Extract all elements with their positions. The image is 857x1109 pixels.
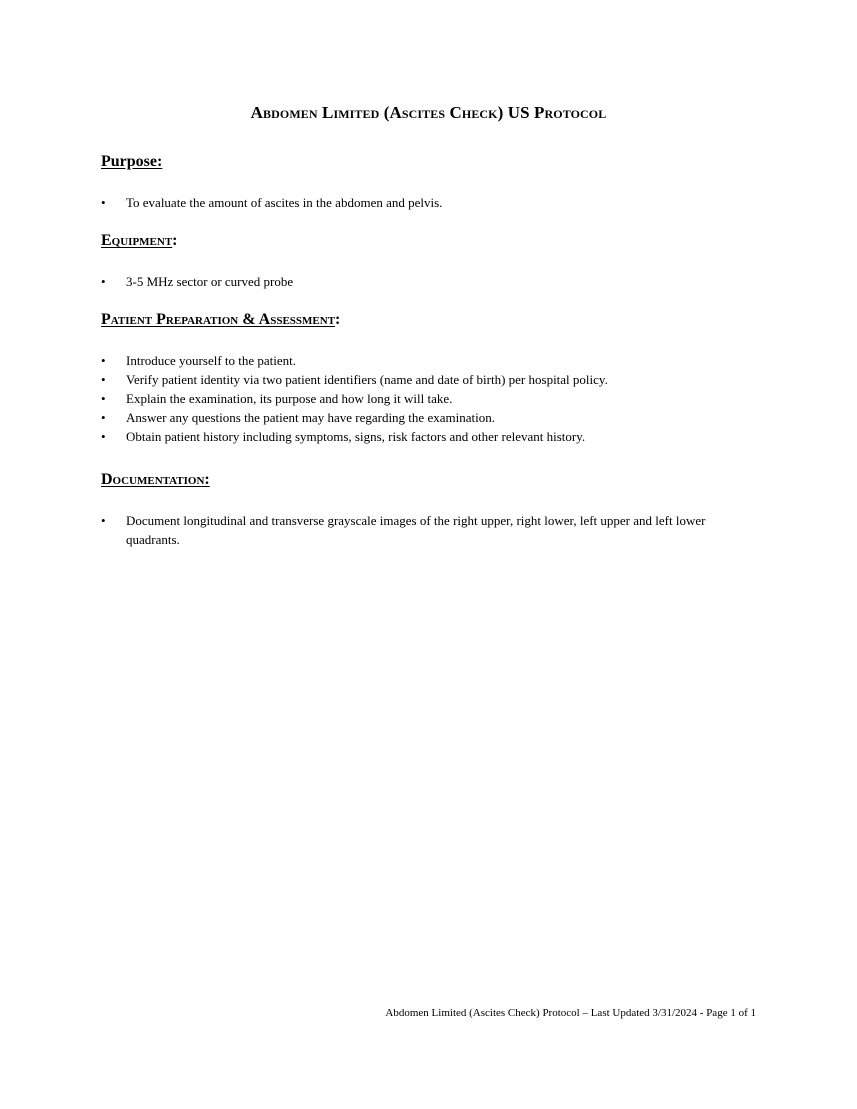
section-equipment	[101, 231, 781, 291]
list-item	[101, 193, 781, 212]
section-heading-documentation-text: Documentation:	[101, 471, 210, 488]
section-documentation	[101, 470, 781, 549]
bullet-icon: •	[101, 429, 106, 444]
documentation-list	[101, 511, 761, 549]
list-item	[101, 389, 781, 408]
bullet-icon: •	[101, 274, 106, 289]
bullet-icon: •	[101, 410, 106, 425]
section-patient-preparation	[101, 310, 781, 446]
list-item	[101, 427, 781, 446]
bullet-icon: •	[101, 391, 106, 406]
list-item	[101, 370, 781, 389]
list-item-text: To evaluate the amount of ascites in the abdomen and pelvis.	[126, 195, 443, 210]
equipment-list	[101, 272, 781, 291]
list-item-text: Verify patient identity via two patient identifiers (name and date of birth) per hospital policy.	[126, 372, 608, 387]
section-heading-patient-preparation	[101, 310, 781, 330]
section-heading-equipment-colon: :	[172, 232, 178, 249]
list-item	[101, 511, 761, 549]
list-item-text: Answer any questions the patient may have regarding the examination.	[126, 410, 495, 425]
section-heading-equipment	[101, 231, 781, 251]
section-heading-patient-preparation-text: Patient Preparation & Assessment	[101, 311, 336, 328]
bullet-icon: •	[101, 353, 106, 368]
section-heading-documentation	[101, 470, 781, 490]
page-footer: Abdomen Limited (Ascites Check) Protocol – Last Updated 3/31/2024 - Page 1 of 1	[385, 1007, 756, 1019]
section-heading-equipment-text: Equipment	[101, 232, 173, 249]
list-item-text: Introduce yourself to the patient.	[126, 353, 297, 368]
section-purpose	[101, 152, 781, 212]
list-item	[101, 408, 781, 427]
list-item-text: Document longitudinal and transverse grayscale images of the right upper, right lower, left upper and left lower quadrants.	[126, 513, 706, 547]
list-item-text: Obtain patient history including symptoms, signs, risk factors and other relevant history.	[126, 429, 586, 444]
purpose-list	[101, 193, 781, 212]
list-item	[101, 351, 781, 370]
bullet-icon: •	[101, 195, 106, 210]
section-heading-patient-preparation-colon: :	[335, 311, 341, 328]
list-item	[101, 272, 781, 291]
bullet-icon: •	[101, 372, 106, 387]
list-item-text: Explain the examination, its purpose and how long it will take.	[126, 391, 453, 406]
bullet-icon: •	[101, 513, 106, 528]
section-heading-purpose-text: Purpose:	[101, 153, 163, 170]
list-item-text: 3-5 MHz sector or curved probe	[126, 274, 294, 289]
document-title: Abdomen Limited (Ascites Check) US Protocol	[250, 103, 607, 122]
patient-preparation-list	[101, 351, 781, 446]
section-heading-purpose	[101, 152, 781, 172]
